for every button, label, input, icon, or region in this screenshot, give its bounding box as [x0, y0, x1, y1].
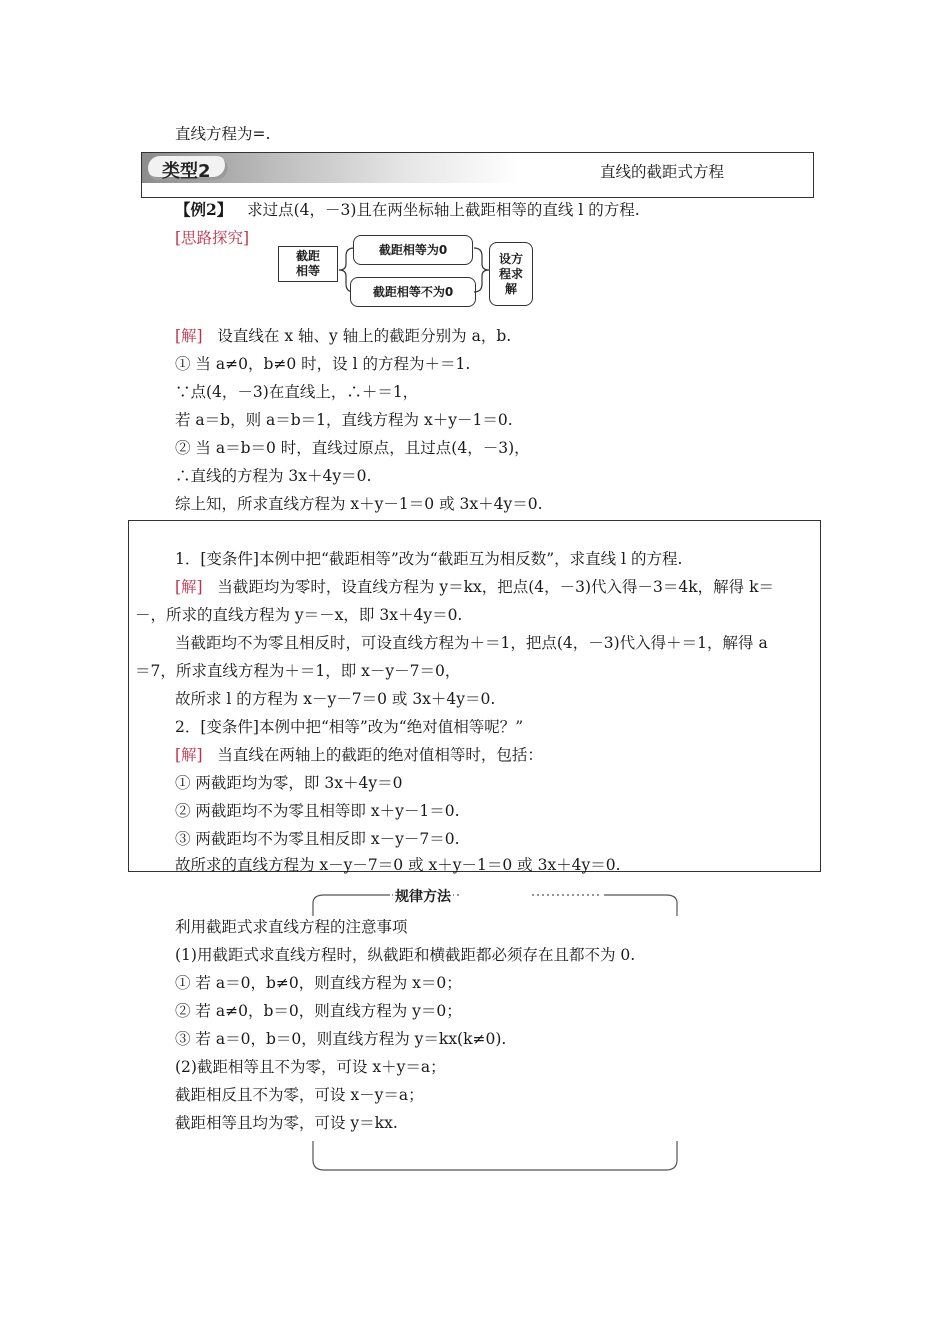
- solution-line-5: ② 当 a＝b＝0 时，直线过原点，且过点(4，－3)，: [175, 439, 530, 457]
- solution-line-4: 若 a＝b，则 a＝b＝1，直线方程为 x＋y－1＝0.: [175, 411, 513, 429]
- variant-1-line-4: ＝7，所求直线方程为＋＝1，即 x－y－7＝0，: [135, 662, 461, 680]
- variant-1-line-3: 当截距均不为零且相反时，可设直线方程为＋＝1，把点(4，－3)代入得＋＝1，解得 a: [175, 634, 768, 652]
- solution-line-6: ∴直线的方程为 3x＋4y＝0.: [175, 467, 372, 485]
- flow-branch-b-label: 截距相等不为0: [372, 284, 454, 299]
- variant-2-line-2: ① 两截距均为零，即 3x＋4y＝0: [175, 774, 403, 792]
- method-line-2: (1)用截距式求直线方程时，纵截距和横截距都必须存在且都不为 0.: [175, 946, 636, 964]
- intro-line: 直线方程为=.: [175, 125, 271, 143]
- solution-line-1: [175, 326, 511, 346]
- variant-2-line-1: [175, 745, 543, 765]
- flow-end-label: 设方程求解: [498, 251, 523, 296]
- flow-start-box: [278, 246, 338, 282]
- example-text: 求过点(4，－3)且在两坐标轴上截距相等的直线 l 的方程.: [247, 201, 640, 219]
- thinking-tag: [思路探究]: [175, 229, 250, 247]
- method-line-5: ③ 若 a＝0，b＝0，则直线方程为 y＝kx(k≠0).: [175, 1030, 507, 1048]
- solution-line-3: ∵点(4，－3)在直线上，∴＋＝1，: [175, 383, 419, 401]
- method-line-4: ② 若 a≠0，b＝0，则直线方程为 y＝0；: [175, 1002, 462, 1020]
- variant-2-tag: [解]: [175, 746, 203, 764]
- method-title: 规律方法: [393, 886, 453, 906]
- solution-line-7: 综上知，所求直线方程为 x＋y－1＝0 或 3x＋4y＝0.: [175, 495, 543, 513]
- variant-1-line-2: －，所求的直线方程为 y＝－x，即 3x＋4y＝0.: [135, 606, 463, 624]
- solution-tag: [解]: [175, 327, 203, 345]
- solution-text: 设直线在 x 轴、y 轴上的截距分别为 a，b.: [217, 327, 512, 345]
- method-line-6: (2)截距相等且不为零，可设 x＋y＝a；: [175, 1058, 446, 1076]
- method-line-8: 截距相等且均为零，可设 y＝kx.: [175, 1114, 398, 1132]
- variant-2-line-3: ② 两截距均不为零且相等即 x＋y－1＝0.: [175, 802, 460, 820]
- method-line-7: 截距相反且不为零，可设 x－y＝a；: [175, 1086, 424, 1104]
- variant-1-title: 1．[变条件]本例中把“截距相等”改为“截距互为相反数”，求直线 l 的方程.: [175, 550, 683, 568]
- flow-branch-a-box: [353, 235, 473, 265]
- variant-1-line-5: 故所求 l 的方程为 x－y－7＝0 或 3x＋4y＝0.: [175, 690, 496, 708]
- variant-1-tag: [解]: [175, 578, 203, 596]
- variant-1-text: 当截距均为零时，设直线方程为 y＝kx，把点(4，－3)代入得－3＝4k，解得 k＝: [217, 578, 774, 596]
- method-line-1: 利用截距式求直线方程的注意事项: [175, 918, 408, 936]
- method-line-3: ① 若 a＝0，b≠0，则直线方程为 x＝0；: [175, 974, 462, 992]
- method-frame-top: [312, 889, 678, 917]
- variant-1-line-1: [175, 577, 774, 597]
- type-banner-gradient: [142, 153, 520, 183]
- variant-2-line-4: ③ 两截距均不为零且相反即 x－y－7＝0.: [175, 830, 460, 848]
- method-frame-bottom: [312, 1140, 678, 1172]
- flow-branch-b-box: [350, 277, 476, 307]
- variant-2-title: 2．[变条件]本例中把“相等”改为“绝对值相等呢？”: [175, 718, 524, 736]
- flow-end-box: [489, 242, 533, 306]
- type-title: 直线的截距式方程: [600, 163, 725, 181]
- example-line: [175, 200, 640, 220]
- flow-branch-a-label: 截距相等为0: [378, 242, 448, 257]
- solution-line-2: ① 当 a≠0，b≠0 时，设 l 的方程为＋＝1.: [175, 355, 471, 373]
- type-section-banner: [141, 152, 814, 198]
- example-tag: 【例2】: [175, 200, 233, 219]
- variant-2-line-5: 故所求的直线方程为 x－y－7＝0 或 x＋y－1＝0 或 3x＋4y＝0.: [175, 856, 621, 874]
- variant-2-text: 当直线在两轴上的截距的绝对值相等时，包括：: [217, 746, 543, 764]
- type-label: 类型2: [162, 161, 211, 182]
- flow-start-label: 截距相等: [295, 249, 320, 278]
